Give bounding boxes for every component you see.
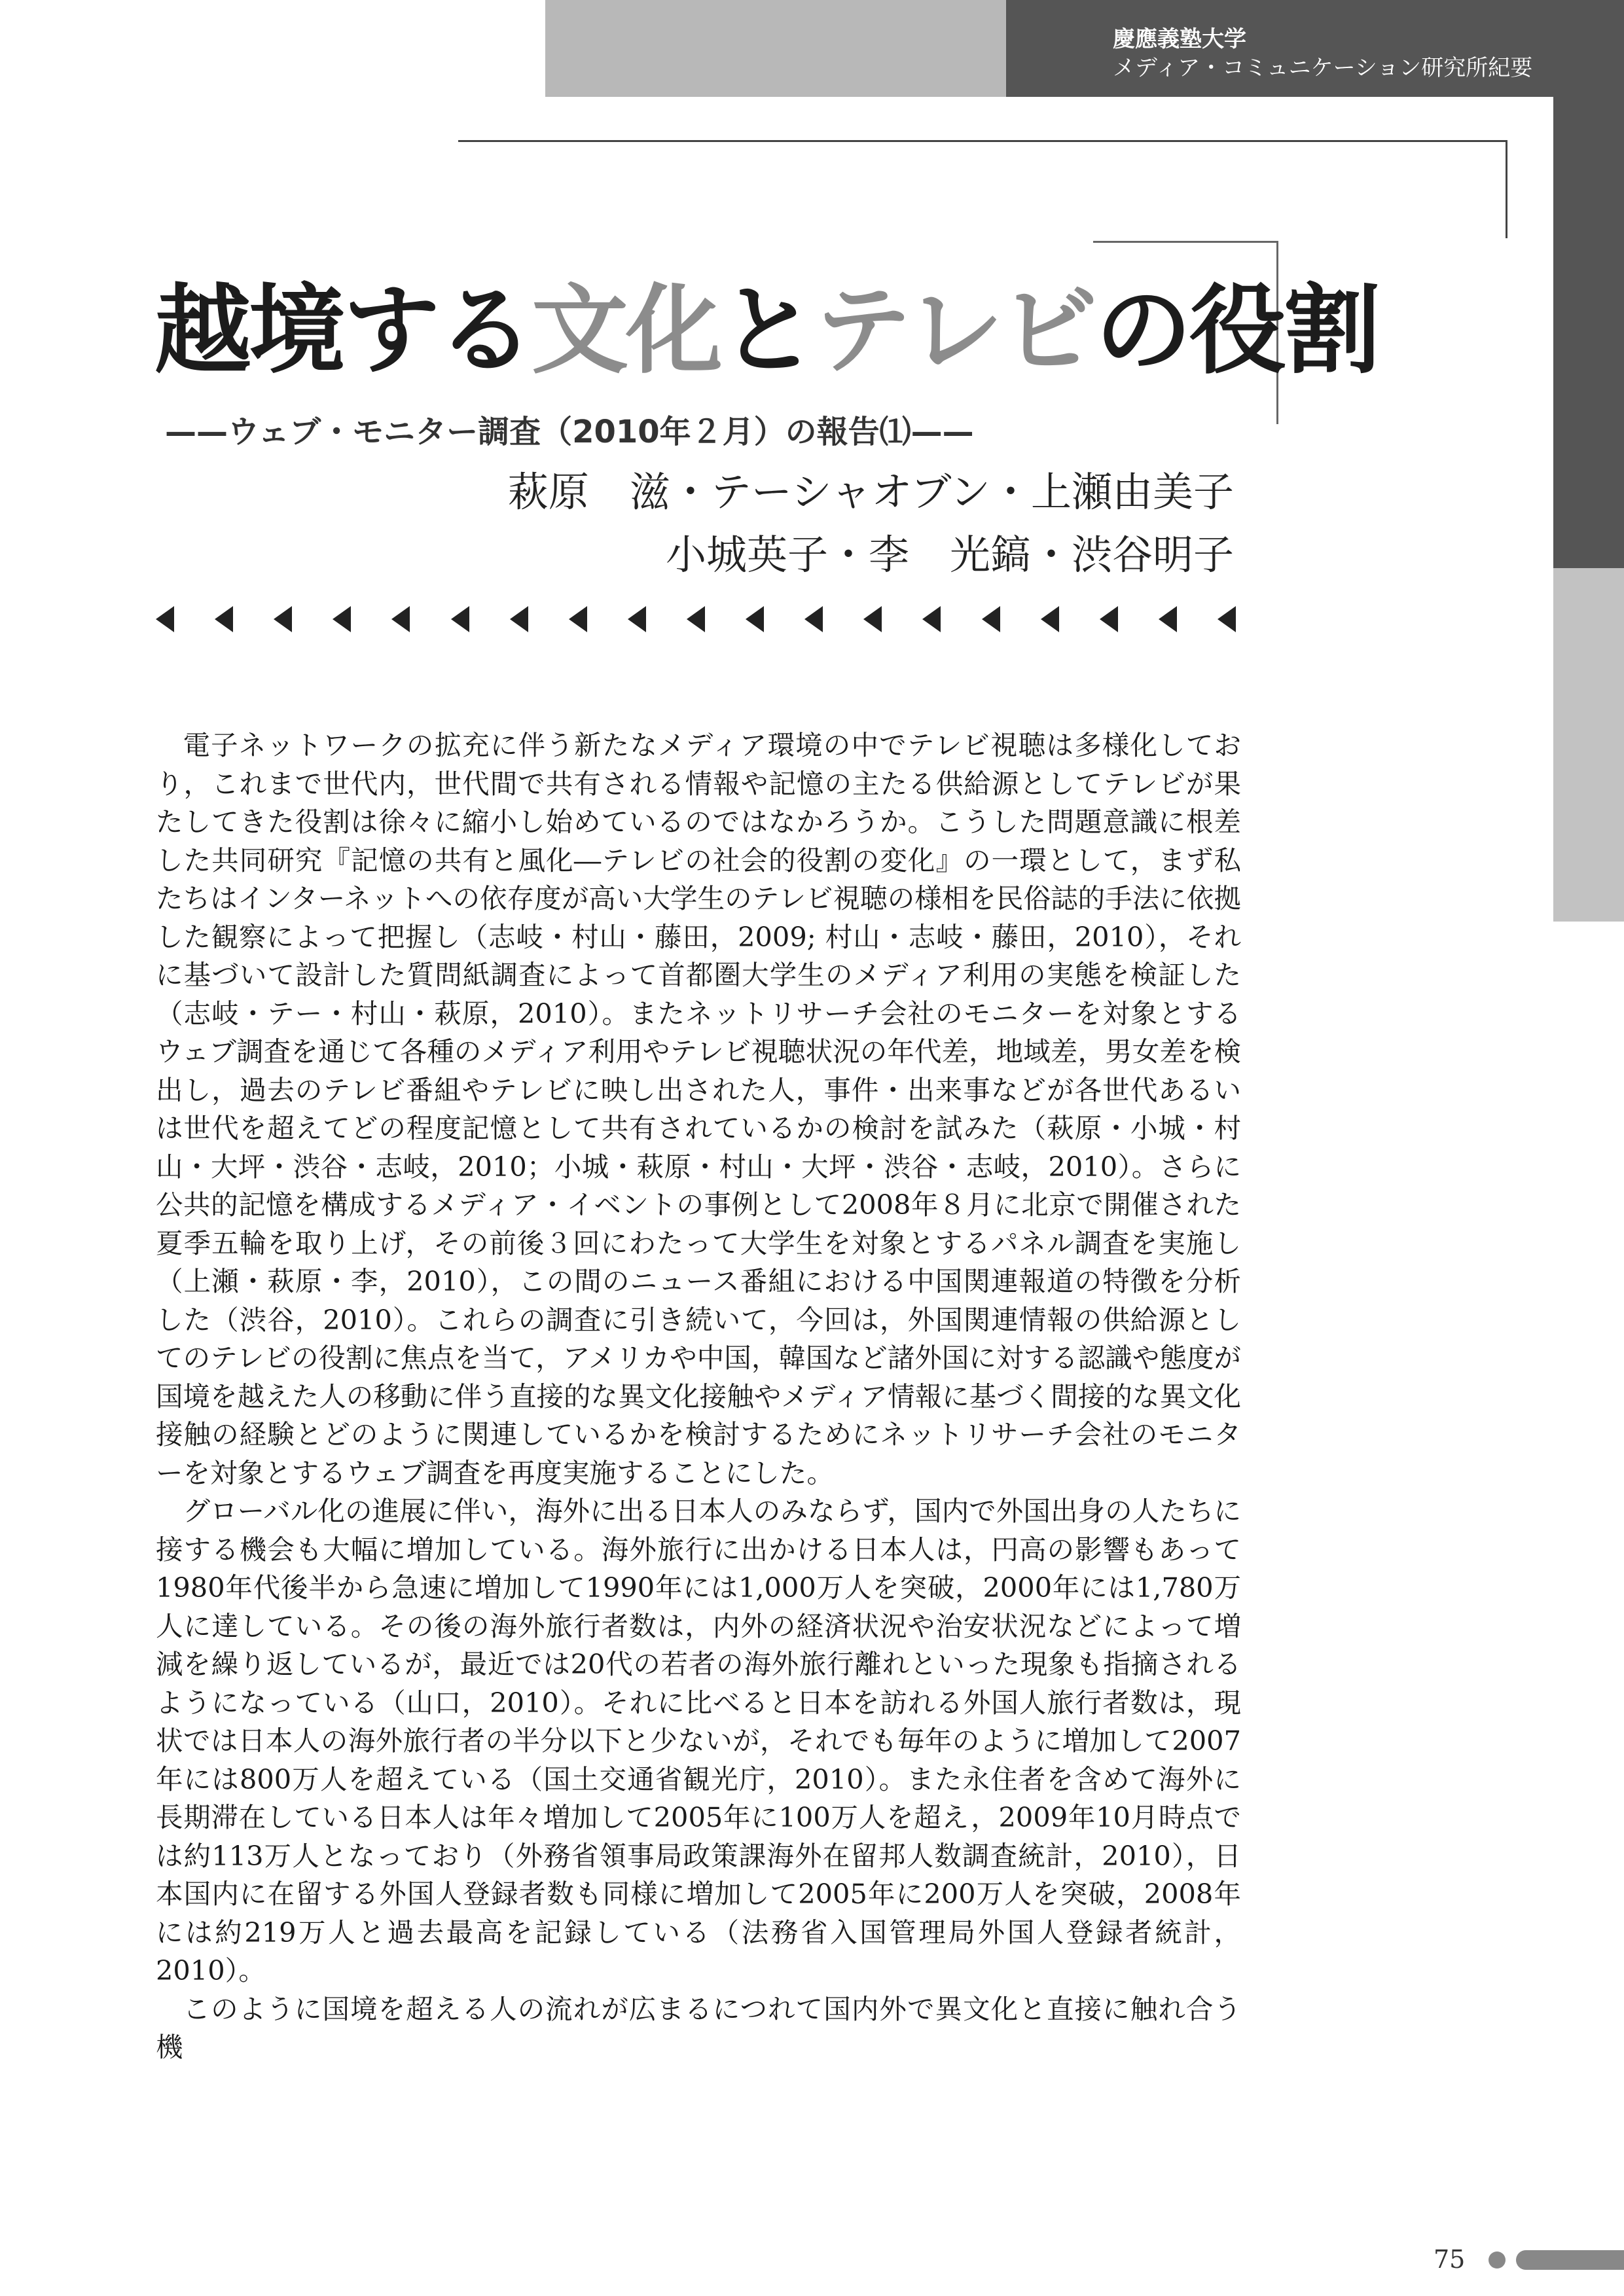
frame-line-top — [458, 140, 1507, 142]
title-part-4: テレビ — [814, 274, 1096, 387]
triangle-icon — [863, 606, 882, 632]
triangle-icon — [451, 606, 469, 632]
article-subtitle: ——ウェブ・モニター調査（2010年２月）の報告⑴—— — [165, 414, 974, 450]
triangle-icon — [333, 606, 351, 632]
footer-dot-icon — [1489, 2251, 1506, 2269]
footer-bar — [1516, 2250, 1624, 2270]
triangle-icon — [746, 606, 764, 632]
authors-line-1: 萩原 滋・テーシャオブン・上瀬由美子 — [507, 468, 1234, 516]
journal-university: 慶應義塾大学 — [1113, 26, 1246, 52]
triangle-icon — [628, 606, 646, 632]
triangle-ornament-row — [156, 606, 1236, 635]
title-part-5: の役割 — [1095, 274, 1379, 387]
frame-line-right — [1506, 140, 1507, 238]
triangle-icon — [922, 606, 941, 632]
triangle-icon — [391, 606, 410, 632]
journal-name: メディア・コミュニケーション研究所紀要 — [1113, 55, 1533, 81]
frame-line-inner-top — [1093, 241, 1276, 243]
triangle-icon — [274, 606, 292, 632]
triangle-icon — [1159, 606, 1177, 632]
title-part-1: 越境する — [154, 274, 532, 387]
body-paragraph-1: 電子ネットワークの拡充に伴う新たなメディア環境の中でテレビ視聴は多様化しており，これまで世代内，世代間で共有される情報や記憶の主たる供給源としてテレビが果たしてきた役割は徐々に縮小し始めているのではなかろうか。こうした問題意識に根差した共同研究『記憶の共有と風化―テレビの社会的役割の変化』の一環として，まず私たちはインターネットへの依存度が高い大学生のテレビ視聴の様相を民俗誌的手法に依拠した観察によって把握し（志岐・村山・藤田，2009; 村山・志岐・藤田，2010），それに基づいて設計した質問紙調査によって首都圏大学生のメディア利用の実態を検証した（志岐・テー・村山・萩原，2010）。またネットリサーチ会社のモニターを対象とするウェブ調査を通じて各種のメディア利用やテレビ視聴状況の年代差，地域差，男女差を検出し，過去のテレビ番組やテレビに映し出された人，事件・出来事などが各世代あるいは世代を超えてどの程度記憶として共有されているかの検討を試みた（萩原・小城・村山・大坪・渋谷・志岐，2010；小城・萩原・村山・大坪・渋谷・志岐，2010）。さらに公共的記憶を構成するメディア・イベントの事例として2008年８月に北京で開催された夏季五輪を取り上げ，その前後３回にわたって大学生を対象とするパネル調査を実施し（上瀬・萩原・李，2010），この間のニュース番組における中国関連報道の特徴を分析した（渋谷，2010）。これらの調査に引き続いて，今回は，外国関連情報の供給源としてのテレビの役割に焦点を当て，アメリカや中国，韓国など諸外国に対する認識や態度が国境を越えた人の移動に伴う直接的な異文化接触やメディア情報に基づく間接的な異文化接触の経験とどのように関連しているかを検討するためにネットリサーチ会社のモニターを対象とするウェブ調査を再度実施することにした。 — [156, 729, 1241, 1489]
title-part-2: 文化 — [532, 274, 720, 387]
side-tab-light — [1553, 568, 1624, 922]
article-body — [156, 726, 1241, 2067]
triangle-icon — [156, 606, 174, 632]
triangle-icon — [215, 606, 233, 632]
header-bar-light — [545, 0, 1006, 97]
triangle-icon — [982, 606, 1000, 632]
authors-line-2: 小城英子・李 光鎬・渋谷明子 — [665, 531, 1234, 579]
side-tab-dark — [1553, 97, 1624, 568]
triangle-icon — [1100, 606, 1118, 632]
page-number: 75 — [1434, 2245, 1466, 2274]
triangle-icon — [569, 606, 587, 632]
body-paragraph-3: このように国境を超える人の流れが広まるにつれて国内外で異文化と直接に触れ合う機 — [156, 1992, 1241, 2063]
authors — [508, 461, 1234, 586]
triangle-icon — [510, 606, 528, 632]
triangle-icon — [1041, 606, 1059, 632]
triangle-icon — [687, 606, 705, 632]
title-part-3: と — [720, 274, 814, 387]
body-paragraph-2: グローバル化の進展に伴い，海外に出る日本人のみならず，国内で外国出身の人たちに接する機会も大幅に増加している。海外旅行に出かける日本人は，円高の影響もあって1980年代後半から急速に増加して1990年には1,000万人を突破，2000年には1,780万人に達している。その後の海外旅行者数は，内外の経済状況や治安状況などによって増減を繰り返しているが，最近では20代の若者の海外旅行離れといった現象も指摘されるようになっている（山口，2010）。それに比べると日本を訪れる外国人旅行者数は，現状では日本人の海外旅行者の半分以下と少ないが，それでも毎年のように増加して2007年には800万人を超えている（国土交通省観光庁，2010）。また永住者を含めて海外に長期滞在している日本人は年々増加して2005年に100万人を超え，2009年10月時点では約113万人となっており（外務省領事局政策課海外在留邦人数調査統計，2010），日本国内に在留する外国人登録者数も同様に増加して2005年に200万人を突破，2008年には約219万人と過去最高を記録している（法務省入国管理局外国人登録者統計，2010）。 — [156, 1495, 1241, 1986]
article-title — [154, 274, 1379, 387]
triangle-icon — [804, 606, 823, 632]
triangle-icon — [1218, 606, 1236, 632]
journal-header — [1113, 25, 1584, 82]
